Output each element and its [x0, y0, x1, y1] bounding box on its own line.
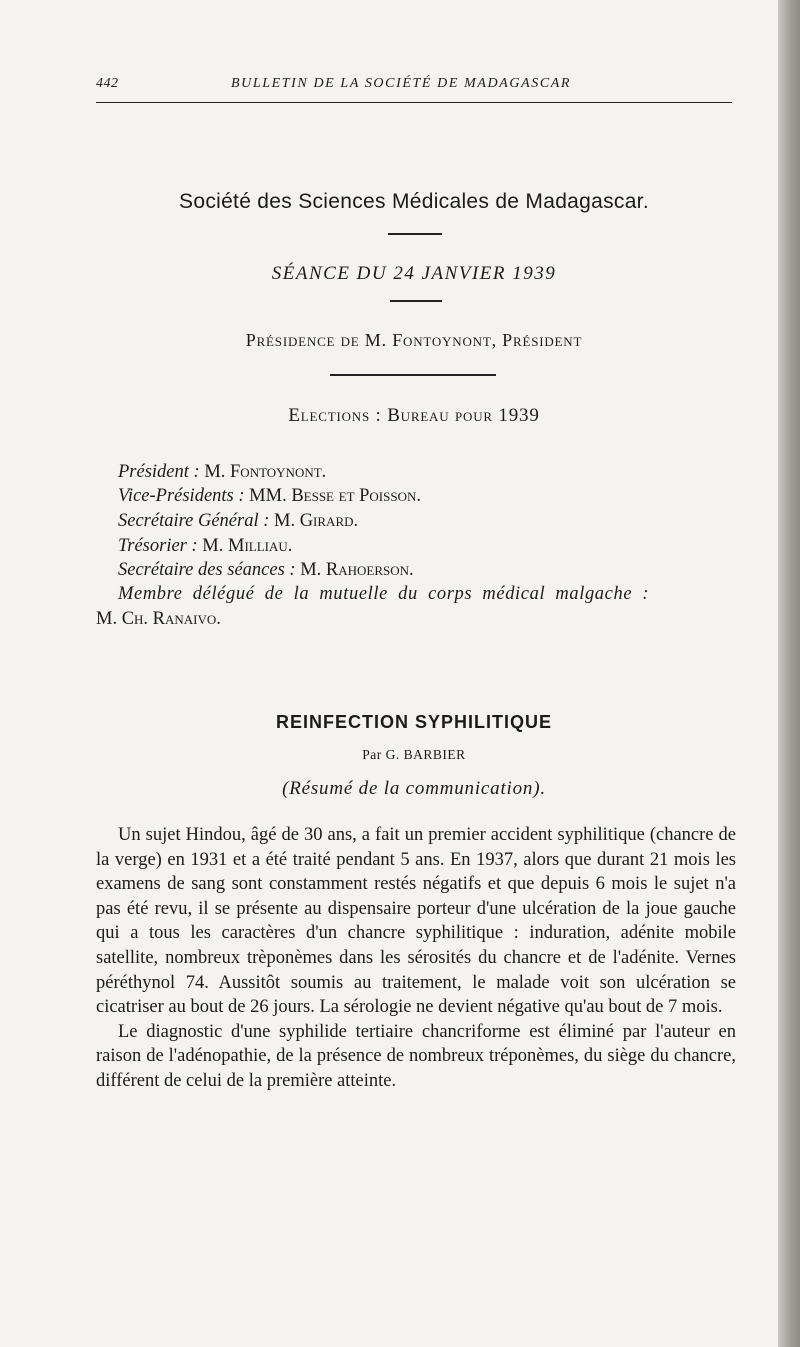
- officer-line: [118, 509, 768, 533]
- separator-rule: [388, 233, 442, 235]
- article-title: REINFECTION SYPHILITIQUE: [275, 712, 553, 732]
- separator-rule: [390, 300, 442, 302]
- officer-role: Secrétaire Général :: [118, 511, 270, 531]
- officer-line: [118, 534, 768, 558]
- officer-name: M. Milliau.: [202, 536, 293, 556]
- elections-heading: Elections : Bureau pour 1939: [288, 405, 540, 426]
- body-paragraph: Un sujet Hindou, âgé de 30 ans, a fait un premier accident syphilitique (chancre de la verge) en 1931 et a été traité pendant 5 ans. En 1937, alors que durant 21 mois les examens de sang sont constamment restés négatifs et que depuis 6 mois le sujet n'a pas été revu, il se présente au dispensaire porteur d'une ulcération de la joue gauche qui a tous les caractères d'un chancre syphilitique : induration, adénite mobile satellite, nombreux trèponèmes dans les sérosités du chancre et de l'adénite. Vernes péréthynol 74. Aussitôt soumis au traitement, le malade voit son ulcération se cicatriser au bout de 26 jours. La sérologie ne devient négative qu'au bout de 7 mois.: [96, 825, 736, 1018]
- officer-line: [118, 484, 768, 508]
- officer-name: M. Fontoynont.: [204, 462, 327, 482]
- officer-role: Secrétaire des séances :: [118, 560, 296, 580]
- officer-line: [118, 460, 768, 484]
- header-rule: [96, 102, 732, 103]
- society-title: Société des Sciences Médicales de Madagascar.: [179, 190, 649, 213]
- officer-role: Président :: [118, 462, 200, 482]
- article-body: [96, 823, 736, 1094]
- officer-role: Vice-Présidents :: [118, 486, 245, 506]
- seance-heading: SÉANCE DU 24 JANVIER 1939: [271, 263, 557, 284]
- presidence-line: Présidence de M. Fontoynont, Président: [245, 330, 583, 350]
- running-header: [96, 76, 732, 98]
- article-subtitle: (Résumé de la communication).: [282, 778, 546, 799]
- officer-role: Trésorier :: [118, 536, 198, 556]
- page-number: 442: [96, 76, 119, 91]
- delegate-role: Membre délégué de la mutuelle du corps médical malgache :: [118, 584, 650, 604]
- page-edge: [778, 0, 800, 1347]
- officer-name: MM. Besse et Poisson.: [249, 486, 422, 506]
- separator-rule: [330, 374, 496, 376]
- officer-line: [118, 558, 768, 582]
- officer-name: M. Rahoerson.: [300, 560, 414, 580]
- body-paragraph: Le diagnostic d'une syphilide tertiaire chancriforme est éliminé par l'auteur en raison de l'adénopathie, de la présence de nombreux tréponèmes, du siège du chancre, différent de celui de la première atteinte.: [96, 1021, 736, 1091]
- article-byline: Par G. BARBIER: [362, 747, 466, 762]
- delegate-name: M. Ch. Ranaivo.: [96, 609, 221, 629]
- officer-name: M. Girard.: [274, 511, 359, 531]
- running-title: BULLETIN DE LA SOCIÉTÉ DE MADAGASCAR: [231, 76, 572, 91]
